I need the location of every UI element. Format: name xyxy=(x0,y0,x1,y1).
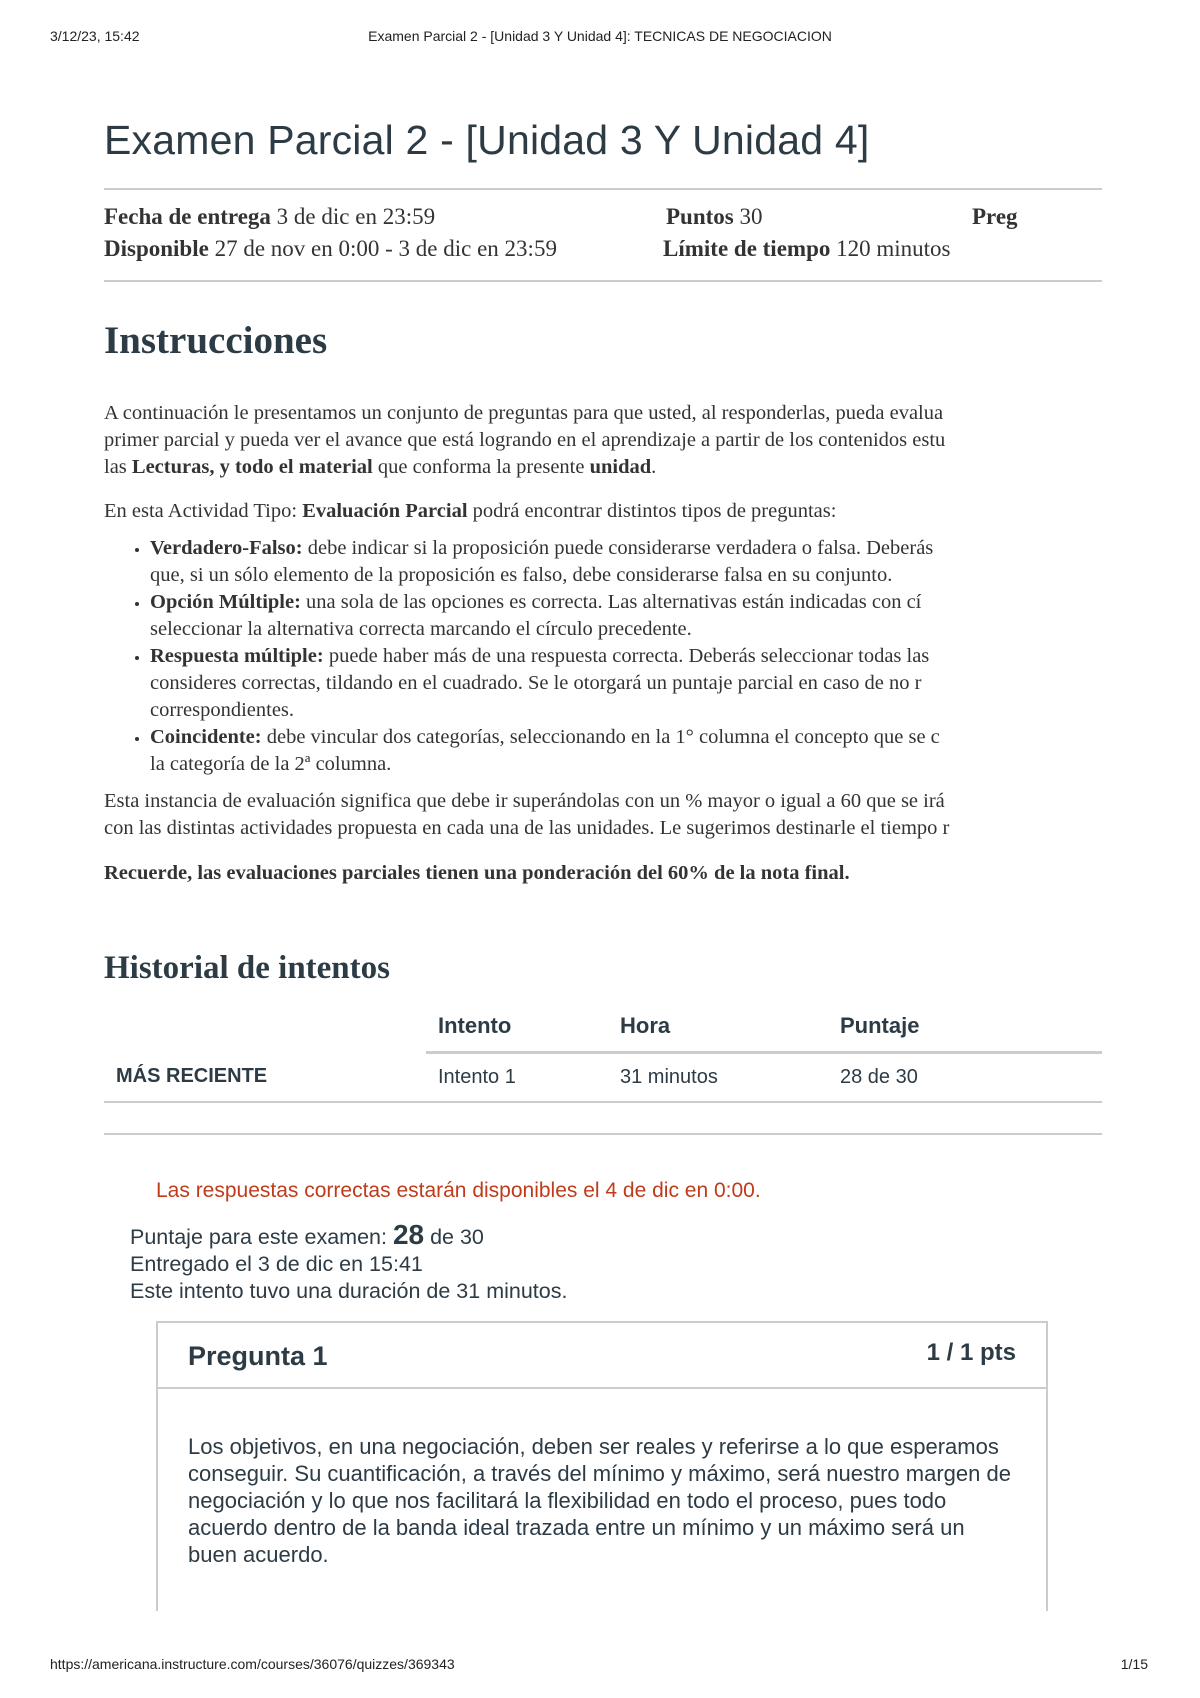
due-date xyxy=(104,204,435,230)
submitted-line: Entregado el 3 de dic en 15:41 xyxy=(130,1252,423,1276)
questions-label: Preg xyxy=(972,204,1018,229)
question-types-intro: En esta Actividad Tipo: Evaluación Parcial podrá encontrar distintos tipos de preguntas: xyxy=(104,500,837,522)
attempt-time: 31 minutos xyxy=(608,1053,828,1103)
column-header xyxy=(104,1011,426,1053)
time-limit-value: 120 minutos xyxy=(836,236,951,261)
due-date-label: Fecha de entrega xyxy=(104,204,271,229)
list-item: • Verdadero-Falso: debe indicar si la proposición puede considerarse verdadera o falsa. Deberás que, si un sólo elemento de la proposición es falso, debe considerarse falsa en su conjunto. xyxy=(150,535,1102,589)
attempt-link[interactable]: Intento 1 xyxy=(426,1053,608,1103)
availability-label: Disponible xyxy=(104,236,209,261)
intro-line: primer parcial y pueda ver el avance que está logrando en el aprendizaje a partir de los contenidos estu xyxy=(104,429,946,451)
note-line: Esta instancia de evaluación significa que debe ir superándolas con un % mayor o igual a 60 que se irá xyxy=(104,790,945,812)
table-row xyxy=(104,1053,1102,1103)
availability xyxy=(104,236,557,262)
questions-count xyxy=(972,204,1018,230)
evaluation-note xyxy=(104,788,1102,842)
list-item: • Respuesta múltiple: puede haber más de una respuesta correcta. Deberás seleccionar todas las consideres correctas, tildando en el cuadrado. Se le otorgará un puntaje parcial en caso de no r correspondientes. xyxy=(150,643,1102,724)
score-summary xyxy=(130,1221,1102,1305)
print-url: https://americana.instructure.com/courses/36076/quizzes/369343 xyxy=(50,1656,455,1672)
divider xyxy=(104,280,1102,282)
print-footer xyxy=(0,1656,1200,1676)
list-item: • Coincidente: debe vincular dos categorías, seleccionando en la 1° columna el concepto que se c la categoría de la 2ª columna. xyxy=(150,724,1102,778)
list-item: • Opción Múltiple: una sola de las opciones es correcta. Las alternativas están indicadas con cí seleccionar la alternativa correcta marcando el círculo precedente. xyxy=(150,589,1102,643)
note-line: con las distintas actividades propuesta en cada una de las unidades. Le sugerimos destinarle el tiempo r xyxy=(104,817,950,839)
column-header-time: Hora xyxy=(608,1011,828,1053)
time-limit-label: Límite de tiempo xyxy=(663,236,831,261)
print-document-title: Examen Parcial 2 - [Unidad 3 Y Unidad 4]: TECNICAS DE NEGOCIACION xyxy=(368,28,832,44)
question-header xyxy=(158,1323,1046,1389)
question-title: Pregunta 1 xyxy=(188,1341,328,1371)
due-date-value: 3 de dic en 23:59 xyxy=(276,204,436,229)
intro-line: las Lecturas, y todo el material que conforma la presente unidad. xyxy=(104,456,657,478)
instructions-title: Instrucciones xyxy=(104,319,328,362)
duration-line: Este intento tuvo una duración de 31 minutos. xyxy=(130,1279,568,1303)
answers-availability-notice: Las respuestas correctas estarán disponibles el 4 de dic en 0:00. xyxy=(156,1179,761,1202)
attempt-score: 28 de 30 xyxy=(828,1053,1102,1103)
weighting-reminder: Recuerde, las evaluaciones parciales tienen una ponderación del 60% de la nota final. xyxy=(104,862,850,884)
attempt-history-title: Historial de intentos xyxy=(104,950,390,986)
question-types-list xyxy=(104,535,1102,778)
attempt-history-table xyxy=(104,1011,1102,1103)
question-text: Los objetivos, en una negociación, deben ser reales y referirse a lo que esperamos conseguir. Su cuantificación, a través del mínimo y máximo, será nuestro margen de negociación y lo que nos facilitará la flexibilidad en todo el proceso, pues todo acuerdo dentro de la banda ideal trazada entre un mínimo y un máximo será un buen acuerdo. xyxy=(188,1434,1011,1567)
quiz-details xyxy=(104,190,1102,280)
latest-label: MÁS RECIENTE xyxy=(104,1053,426,1103)
points-value: 30 xyxy=(739,204,763,229)
table-header-row xyxy=(104,1011,1102,1053)
column-header-score: Puntaje xyxy=(828,1011,1102,1053)
time-limit xyxy=(663,236,950,262)
column-header-attempt: Intento xyxy=(426,1011,608,1053)
intro-line: A continuación le presentamos un conjunto de preguntas para que usted, al responderlas, pueda evalua xyxy=(104,402,944,424)
question-card xyxy=(156,1321,1048,1611)
points-label: Puntos xyxy=(666,204,734,229)
quiz-content xyxy=(104,110,1102,1650)
page-title: Examen Parcial 2 - [Unidad 3 Y Unidad 4] xyxy=(104,117,870,163)
print-header xyxy=(0,28,1200,48)
divider xyxy=(104,1133,1102,1135)
print-date: 3/12/23, 15:42 xyxy=(50,28,140,44)
points xyxy=(666,204,763,230)
score-value: 28 xyxy=(392,1219,425,1250)
availability-value: 27 de nov en 0:00 - 3 de dic en 23:59 xyxy=(214,236,557,261)
page-number: 1/15 xyxy=(1120,1656,1148,1672)
instructions-intro xyxy=(104,400,1102,481)
score-line: Puntaje para este examen: 28 de 30 xyxy=(130,1219,484,1250)
question-points: 1 / 1 pts xyxy=(926,1339,1016,1366)
